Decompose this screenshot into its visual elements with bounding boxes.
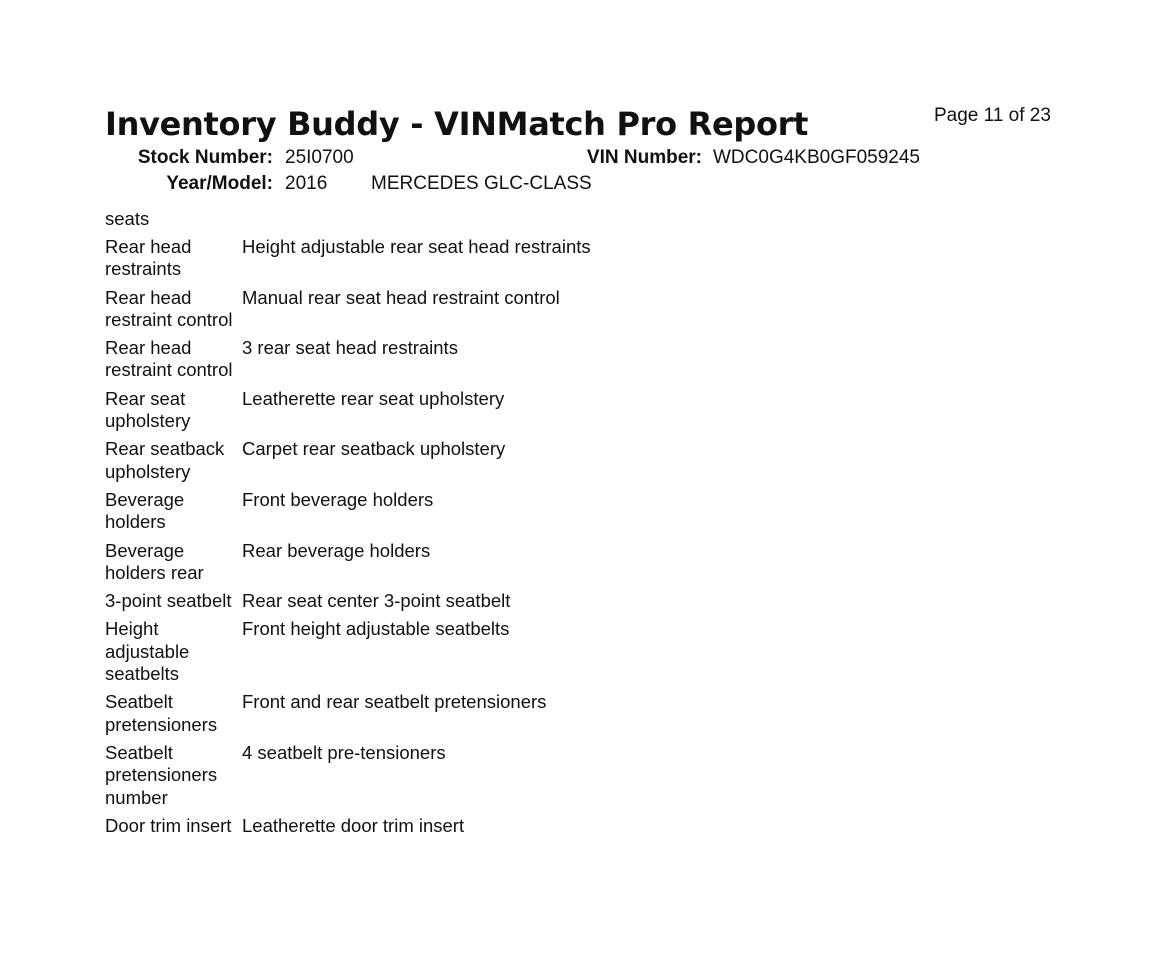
feature-label: Beverage holders rear	[105, 539, 204, 583]
feature-row	[105, 815, 805, 837]
feature-row	[105, 337, 805, 382]
continued-text: seats	[105, 208, 150, 229]
feature-value: Leatherette door trim insert	[242, 814, 465, 836]
feature-row	[105, 540, 805, 585]
vin-number-label: VIN Number:	[586, 147, 702, 168]
feature-label: Rear head restraint control	[105, 286, 233, 330]
feature-label: Height adjustable seatbelts	[105, 618, 190, 685]
feature-value: Manual rear seat head restraint control	[242, 286, 560, 308]
feature-value: 4 seatbelt pre-tensioners	[242, 741, 446, 763]
feature-value: Front height adjustable seatbelts	[242, 618, 510, 640]
model-value: MERCEDES GLC-CLASS	[371, 173, 592, 194]
feature-value: Leatherette rear seat upholstery	[242, 387, 505, 409]
year-model-line	[0, 173, 1166, 195]
feature-row	[105, 388, 805, 433]
feature-label: Seatbelt pretensioners number	[105, 741, 218, 808]
feature-label: Rear head restraints	[105, 236, 192, 280]
feature-list	[105, 208, 805, 843]
feature-label: 3-point seatbelt	[105, 590, 232, 612]
feature-label: Seatbelt pretensioners	[105, 691, 218, 735]
feature-rows	[105, 236, 805, 837]
feature-row	[105, 691, 805, 736]
feature-label: Door trim insert	[105, 814, 232, 836]
year-model-label: Year/Model:	[166, 173, 273, 194]
feature-value: Front beverage holders	[242, 488, 434, 510]
feature-value: 3 rear seat head restraints	[242, 337, 458, 359]
feature-row	[105, 590, 805, 612]
feature-row	[105, 618, 805, 685]
feature-row	[105, 489, 805, 534]
feature-label: Beverage holders	[105, 488, 185, 533]
stock-number-value: 25I0700	[285, 147, 354, 168]
feature-row	[105, 742, 805, 809]
year-value: 2016	[285, 173, 328, 194]
report-title: Inventory Buddy - VINMatch Pro Report	[105, 105, 809, 143]
vin-number-value: WDC0G4KB0GF059245	[713, 147, 920, 168]
feature-value: Rear seat center 3-point seatbelt	[242, 590, 511, 612]
feature-label: Rear seatback upholstery	[105, 438, 225, 482]
feature-value: Height adjustable rear seat head restraints	[242, 236, 591, 257]
feature-value: Front and rear seatbelt pretensioners	[242, 691, 547, 713]
page-number: Page 11 of 23	[934, 105, 1051, 126]
feature-row	[105, 287, 805, 332]
feature-value: Carpet rear seatback upholstery	[242, 438, 506, 460]
feature-row	[105, 438, 805, 483]
feature-label: Rear seat upholstery	[105, 387, 191, 432]
feature-value: Rear beverage holders	[242, 539, 431, 561]
feature-row	[105, 236, 805, 281]
stock-line	[0, 147, 1166, 169]
feature-label: Rear head restraint control	[105, 337, 233, 381]
stock-number-label: Stock Number:	[137, 147, 273, 168]
